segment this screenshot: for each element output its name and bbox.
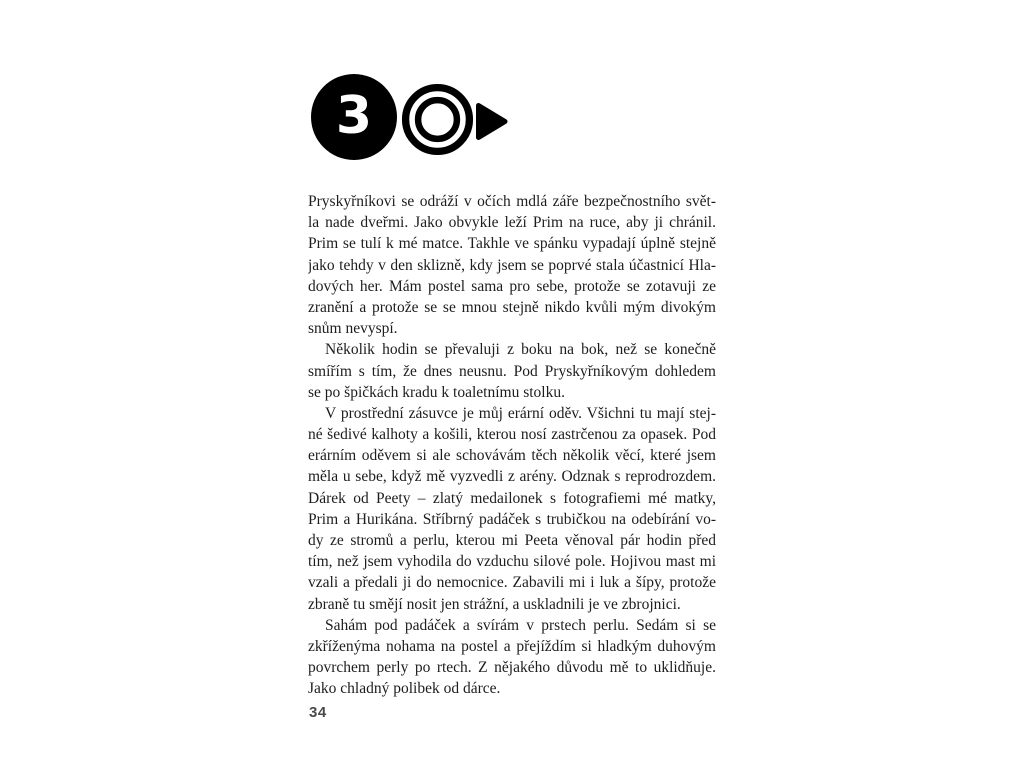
- paragraph: [308, 403, 716, 615]
- text-line: Pryskyřníkovi se odráží v očích mdlá záře bezpečnostního svět-: [308, 193, 716, 210]
- text-line: Jako chladný polibek od dárce.: [308, 680, 501, 698]
- text-line: Několik hodin se převaluji z boku na bok, než se konečně: [325, 341, 716, 359]
- text-line: né šedivé kalhoty a košili, kterou nosí zastrčenou za opasek. Pod: [308, 426, 716, 444]
- text-line: zbraně tu smějí nosit jen strážní, a uskladnili je ve zbrojnici.: [308, 595, 681, 613]
- text-line: la nade dveřmi. Jako obvykle leží Prim na ruce, aby ji chránil.: [308, 214, 716, 232]
- text-line: vzali a předali ji do nemocnice. Zabavili mi i luk a šípy, protože: [308, 574, 716, 592]
- text-line: Sahám pod padáček a svírám v prstech perlu. Sedám si se: [325, 616, 716, 634]
- text-line: Prim a Hurikána. Stříbrný padáček s trubičkou na odebírání vo-: [308, 510, 716, 528]
- text-line: smířím s tím, že dnes neusnu. Pod Pryskyřníkovým dohledem: [308, 362, 716, 380]
- text-line: tím, než jsem vyhodila do vzduchu silové pole. Hojivou mast mi: [308, 553, 716, 571]
- body-text: [308, 191, 716, 700]
- text-line: Prim se tulí k mé matce. Takhle ve spánku vypadají úplně stejně: [308, 235, 716, 253]
- paragraph: [308, 615, 716, 700]
- text-line: měla u sebe, když mě vyzvedli z arény. Odznak s reprodrozdem.: [308, 468, 716, 486]
- text-line: povrchem perly po rtech. Z nějakého důvodu mě to uklidňuje.: [308, 659, 716, 677]
- text-line: zranění a protože se se mnou stejně nikdo kvůli mým divokým: [308, 298, 716, 316]
- concentric-rings-icon: [401, 83, 474, 161]
- text-line: Dárek od Peety – zlatý medailonek s fotografiemi mé matky,: [308, 489, 716, 507]
- text-line: se po špičkách kradu k toaletnímu stolku.: [308, 383, 565, 401]
- text-line: zkříženýma nohama na postel a přejíždím si hladkým duhovým: [308, 637, 716, 655]
- play-triangle-icon: [474, 100, 510, 149]
- page-number: 34: [309, 704, 327, 721]
- text-line: jako tehdy v den sklizně, kdy jsem se poprvé stala účastnicí Hla-: [308, 256, 716, 274]
- paragraph: [308, 191, 716, 339]
- chapter-number-badge: [311, 74, 397, 160]
- text-line: erárním oděvem si ale schovávám těch několik věcí, které jsem: [308, 447, 716, 465]
- paragraph: [308, 339, 716, 403]
- chapter-number: 3: [335, 86, 373, 146]
- text-line: V prostřední zásuvce je můj erární oděv. Všichni tu mají stej-: [325, 404, 716, 422]
- text-line: dových her. Mám postel sama pro sebe, protože se zotavuji ze: [308, 277, 716, 295]
- text-line: dy ze stromů a perlu, kterou mi Peeta věnoval pár hodin před: [308, 532, 716, 549]
- text-line: snům nevyspí.: [308, 320, 398, 338]
